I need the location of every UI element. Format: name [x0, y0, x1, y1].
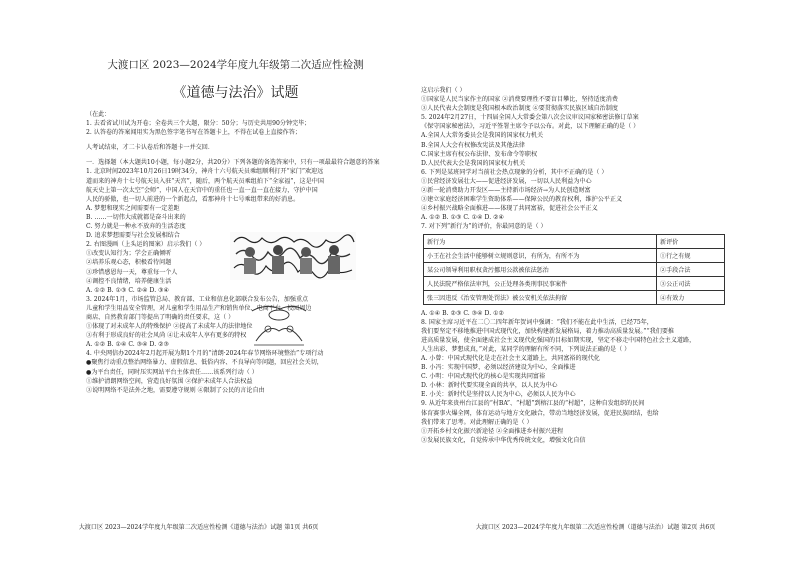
- table-cell: 某公司领导利用职权贪污挪用公款被依法惩治: [424, 262, 657, 276]
- q8-line: 人生出彩、梦想成真，”对此，某同学的理解有所不同，下列说法正确的是（ ）: [421, 345, 631, 353]
- q5-option: A.全国人大常务委员会是我国的国家权力机关: [421, 132, 544, 140]
- q6-answers: A. ①② B. ①③ C. ①④ D. ②④: [421, 214, 505, 222]
- q6-stem: 6. 下列是某班同学对当前社会热点现象的分析，其中不正确的是（ ）: [421, 168, 608, 176]
- q5-option: B.全国人大会有权修改宪法及其他法律: [421, 141, 525, 149]
- astronaut-photo-icon: [230, 232, 356, 280]
- q9-option: ①开拓乡村文化振兴新途径 ②全面推进乡村振兴进程: [421, 427, 564, 435]
- table-cell: 人民法院严格依法审判，公正处理各类刑事民事案件: [424, 276, 657, 290]
- q4-option: ③说明网络不是法外之地，需要遵守规则 ④限制了公民的言论自由: [86, 386, 265, 394]
- q2-option: ②培养乐观心态，积极看待问题: [86, 259, 172, 267]
- top-option: ①国家是人民当家作主的国家 ②消费要理性不要盲目攀比，坚持适度消费: [421, 96, 618, 104]
- q2-option: ①改变认知行为；学会正确倾听: [86, 250, 172, 258]
- q8-line: 我们要坚定不移地推进中国式现代化，加快构建新发展格局，着力推动高质量发展。”“我们要推: [421, 327, 675, 335]
- q8-option: D. 小林：新时代要实现全面的共享，以人民为中心: [421, 382, 558, 390]
- table-cell: ③公正司法: [657, 276, 725, 290]
- q1-option: C. 努力就是一种永不放弃的生活态度: [86, 223, 186, 231]
- q2-option: ④调控不良情绪，培养健康生活: [86, 277, 172, 285]
- q9-line: 体育赛事火爆全网，体育运动与地方文化融合，带动当地经济发展，促进民族团结，也给: [421, 409, 659, 417]
- q1-line: 1. 北京时间2023年10月26日19时34分，神舟十六号航天员乘组顺利打开“家门”欢迎远: [86, 168, 324, 176]
- q1-option: B. ……一切伟大成就都是奋斗出来的: [86, 213, 186, 221]
- cartoon-figure: [246, 301, 312, 348]
- exam-title: 大渡口区 2023—2024学年度九年级第二次适应性检测: [107, 59, 364, 71]
- q2-stem: 2. 右图漫画（上头运的图案）启示我们（ ）: [86, 241, 206, 249]
- q4-line: ●为平台责任，同时压实网站平台主体责任……该系列行动（ ）: [86, 368, 258, 376]
- table-cell: ①行之有规: [657, 248, 725, 262]
- page-footer: 大渡口区 2023—2024学年度九年级第二次适应性检测《道德与法治》试题 第1页 共6页: [78, 524, 319, 531]
- evaluation-table: [423, 234, 725, 305]
- page-footer: 大渡口区 2023—2024学年度九年级第二次适应性检测（道德与法治）试题 第2页 共6页: [475, 524, 716, 531]
- table-header-cell: 新评价: [657, 234, 725, 248]
- q6-option: ③建立家庭经济困难学生资助体系——保障公民的教育权利，维护公平正义: [421, 196, 623, 204]
- q9-line: 我们带来了思考。对此理解正确的是（ ）: [421, 418, 533, 426]
- q1-option: A. 梦想和现实之间需要有一定差距: [86, 204, 180, 212]
- q8-option: E. 小关：新时代是坚持以人民为中心，必须以人民为中心: [421, 391, 576, 399]
- q2-answers: A. ①② B. ①③ C. ②④ D. ③④: [86, 286, 170, 294]
- cartoon-icon: [246, 301, 312, 348]
- q9-option: ③发展民族文化，自觉传承中华优秀传统文化，增强文化自信: [421, 436, 586, 444]
- table-row: [424, 276, 725, 290]
- q1-line: 道而来的神舟十七号航天员入驻“天宫”，随后，两个航天员乘组拍下“全家福”，这是中国: [86, 177, 324, 185]
- q8-option: C. 小明：中国式现代化的核心是实现共同富裕: [421, 373, 546, 381]
- table-row: [424, 290, 725, 304]
- continued-line: 这启示我们（ ）: [421, 87, 466, 94]
- q5-line: 《保守国家秘密法》，习近平签署主席令予以公布。对此，以下理解正确的是（ ）: [421, 123, 640, 131]
- top-option: ③人民代表大会制度是我国根本政治制度 ④要贯彻落实民族区域自治制度: [421, 105, 618, 113]
- notice-line: 2. 认答卷的答案闻用实为黑色签字笔书写在答题卡上，不得在试卷上直接作答；: [86, 129, 301, 137]
- table-cell: 张三因违反《治安管理处罚法》被公安机关依法拘留: [424, 290, 657, 304]
- q8-line: 8. 国家主席习近平在二〇二四年新年贺词中强调：“我们不能在此中生活，已经75年，: [421, 318, 653, 326]
- q3-line: 3. 2024年1月，市场监管总局、教育部、工业和信息化部联合发布公告，加强重点: [86, 295, 309, 303]
- notice-heading: （在此：: [86, 111, 111, 118]
- notice-line: 人考试结束，才二卡认卷后和答题卡一并交回．: [86, 144, 214, 152]
- q4-line: ●聚焦行动重点整治网络暴力、虚假信息、低俗内容、不良导向等问题，回应社会关切，: [86, 359, 323, 367]
- q6-option: ④乡村振兴战略全面推进——体现了共同富裕，促进社会公平正义: [421, 205, 598, 213]
- q8-option: B. 小冯：实现中国梦，必须以经济建设为中心，全面推进: [421, 364, 576, 372]
- q4-line: 4. 中央网信办2024年2月起开展为期1个月的“清朗·2024年春节网络环境整治”专项行动: [86, 350, 324, 358]
- q3-answers: A. ①② B. ①④ C. ③④ D. ②③: [86, 341, 170, 349]
- table-header-row: [424, 234, 725, 248]
- q8-line: 进高质量发展，使全面建成社会主义现代化强国的目标如期实现，坚定不移走中国特色社会主义道路，: [421, 336, 696, 344]
- table-cell: 小王在社会生活中能够树立规则意识，有所为，有所不为: [424, 248, 657, 262]
- table-header-cell: 新行为: [424, 234, 657, 248]
- notice-line: 1. 去看省试川试为开卷；全卷共三个大题，限分：50分；与历史共用90分钟完毕；: [86, 120, 311, 128]
- table-row: [424, 262, 725, 276]
- section-heading: 一．选择题（本大题共10小题，每小题2分，共20分）下列各题的备选答案中，只有一项最最符合题意的答案: [86, 159, 380, 167]
- q1-line: 人民的骄傲，也一切人前进的一个新起点，看那神舟十七号乘组带来的好消息。: [86, 195, 300, 203]
- table-cell: ④有效力: [657, 290, 725, 304]
- q8-option: A. 小曾：中国式现代化是走在社会主义道路上，共同富裕的现代化: [421, 354, 600, 362]
- q6-option: ①民营经济发展壮大——促进经济发展，一切以人民利益为中心: [421, 177, 592, 185]
- q3-option: ③有利于形成良好的社会风尚 ④让未成年人享有更多的特权: [86, 332, 247, 340]
- q6-option: ②新一轮消费助力开发区——主持新市场经济→为人民创造财富: [421, 187, 591, 195]
- table-row: [424, 248, 725, 262]
- q5-option: C.国家主席有权公布法律、发布命令等职权: [421, 150, 538, 158]
- exam-page-2: [397, 0, 794, 561]
- q2-option: ③珍惜感恩每一天，尊重每一个人: [86, 268, 178, 276]
- table-cell: ②手段合法: [657, 262, 725, 276]
- q3-option: ①体现了对未成年人的特殊保护 ②提高了未成年人的法律地位: [86, 323, 253, 331]
- q7-stem: 7. 对下列“新行为”的评价，你最同意的是（ ）: [421, 223, 547, 231]
- q5-line: 5. 2024年2月27日，十四届全国人大常委会第八次会议审议国家秘密法修订草案: [421, 114, 639, 122]
- q5-option: D.人民代表大会是我国的国家权力机关: [421, 159, 526, 167]
- q3-line: 儿童和学生用品安全管理，对儿童和学生用品生产和销售单位、电商平台、校园周边: [86, 304, 312, 312]
- subject-title: 《道德与法治》试题: [172, 85, 299, 101]
- q9-line: 9. 从近年来贵州台江县的“村BA”、“村超”到榕江县的“村超”，这种自发组织的民间: [421, 400, 645, 408]
- q1-option: D. 追求梦想需要与社会发展相结合: [86, 232, 180, 240]
- q1-line: 航天史上第一次太空“会师”，中国人在天宫中的重任也一直一直一直在接力，守护中国: [86, 186, 318, 194]
- q7-answers: A. ①④ B. ②③ C. ③④ D. ①②: [421, 309, 505, 317]
- q4-option: ①维护清朗网络空间，营造良好氛围 ②保护未成年人合法权益: [86, 377, 253, 385]
- q3-line: 商店、自然教育部门等提出了明确的责任要求，这（ ）: [86, 313, 235, 321]
- astronaut-photo-figure: [230, 232, 356, 280]
